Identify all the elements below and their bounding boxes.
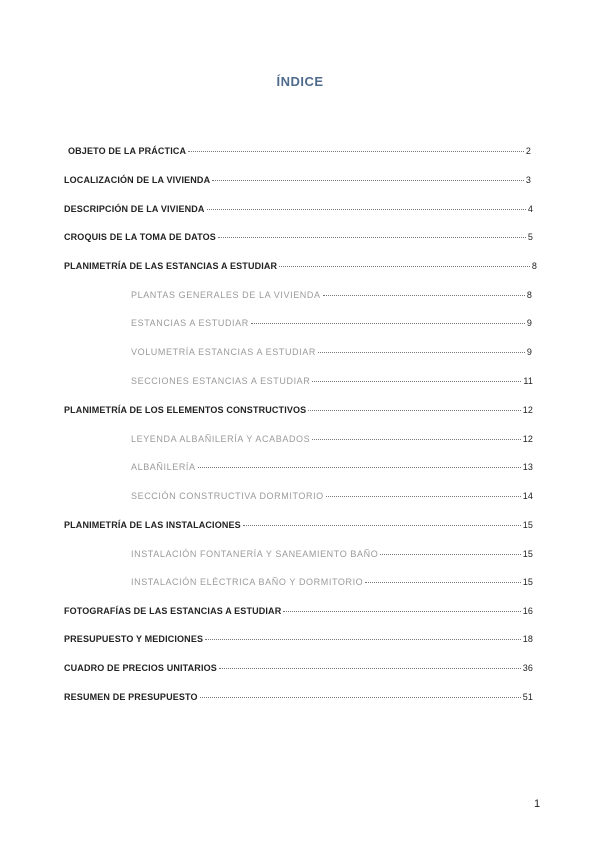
toc-entry-page: 16 [522, 606, 533, 616]
toc-entry[interactable] [64, 520, 533, 530]
toc-entry-page: 8 [526, 290, 532, 300]
toc-entry-page: 13 [522, 462, 533, 472]
page-title: ÍNDICE [276, 74, 324, 89]
toc-entry-label: LEYENDA ALBAÑILERÍA Y ACABADOS [131, 434, 311, 444]
toc-subentry[interactable] [131, 318, 532, 328]
toc-leader-dots [243, 525, 521, 526]
toc-leader-dots [219, 668, 521, 669]
toc-entry-page: 12 [522, 434, 533, 444]
toc-entry-page: 36 [522, 663, 533, 673]
toc-subentry[interactable] [131, 376, 533, 386]
toc-entry-page: 9 [526, 318, 532, 328]
toc-entry-page: 11 [523, 376, 533, 386]
toc-entry[interactable] [64, 261, 537, 271]
toc-entry-label: ESTANCIAS A ESTUDIAR [131, 318, 249, 328]
toc-leader-dots [326, 496, 521, 497]
toc-entry-page: 51 [522, 692, 533, 702]
toc-leader-dots [205, 639, 521, 640]
toc-entry-page: 12 [522, 405, 533, 415]
toc-leader-dots [200, 697, 521, 698]
toc-leader-dots [198, 467, 521, 468]
toc-entry-page: 14 [522, 491, 533, 501]
toc-entry-label: LOCALIZACIÓN DE LA VIVIENDA [64, 175, 211, 185]
toc-entry-page: 3 [525, 175, 531, 185]
toc-leader-dots [318, 352, 525, 353]
toc-entry-label: INSTALACIÓN ELÉCTRICA BAÑO Y DORMITORIO [131, 577, 364, 587]
toc-entry-label: INSTALACIÓN FONTANERÍA Y SANEAMIENTO BAÑO [131, 549, 379, 559]
toc-entry-label: CUADRO DE PRECIOS UNITARIOS [64, 663, 217, 673]
toc-subentry[interactable] [131, 434, 533, 444]
toc-entry-label: PLANIMETRÍA DE LAS INSTALACIONES [64, 520, 241, 530]
toc-leader-dots [212, 180, 524, 181]
toc-leader-dots [251, 323, 525, 324]
toc-entry-label: PLANTAS GENERALES DE LA VIVIENDA [131, 290, 321, 300]
toc-leader-dots [308, 410, 520, 411]
toc-entry-label: VOLUMETRÍA ESTANCIAS A ESTUDIAR [131, 347, 316, 357]
toc-entry-label: RESUMEN DE PRESUPUESTO [64, 692, 198, 702]
toc-subentry[interactable] [131, 462, 533, 472]
toc-entry-label: DESCRIPCIÓN DE LA VIVIENDA [64, 204, 205, 214]
toc-entry[interactable] [64, 175, 531, 185]
toc-entry-page: 18 [522, 634, 533, 644]
toc-entry-label: CROQUIS DE LA TOMA DE DATOS [64, 232, 216, 242]
toc-entry-page: 2 [525, 146, 531, 156]
toc-entry[interactable] [64, 692, 533, 702]
toc-entry[interactable] [68, 146, 531, 156]
toc-subentry[interactable] [131, 491, 533, 501]
toc-subentry[interactable] [131, 290, 532, 300]
toc-entry-page: 8 [531, 261, 537, 271]
toc-leader-dots [218, 237, 526, 238]
toc-entry-label: ALBAÑILERÍA [131, 462, 196, 472]
toc-subentry[interactable] [131, 549, 533, 559]
toc-entry[interactable] [64, 204, 533, 214]
toc-entry-label: PRESUPUESTO Y MEDICIONES [64, 634, 204, 644]
toc-subentry[interactable] [131, 577, 533, 587]
toc-entry-page: 15 [522, 520, 533, 530]
toc-entry-label: SECCIONES ESTANCIAS A ESTUDIAR [131, 376, 311, 386]
toc-subentry[interactable] [131, 347, 532, 357]
toc-leader-dots [207, 209, 526, 210]
toc-entry-label: SECCIÓN CONSTRUCTIVA DORMITORIO [131, 491, 324, 501]
toc-entry[interactable] [64, 634, 533, 644]
toc-leader-dots [283, 611, 520, 612]
toc-leader-dots [312, 439, 520, 440]
toc-leader-dots [188, 151, 524, 152]
toc-entry-label: PLANIMETRÍA DE LAS ESTANCIAS A ESTUDIAR [64, 261, 278, 271]
toc-entry[interactable] [64, 606, 533, 616]
toc-entry-label: PLANIMETRÍA DE LOS ELEMENTOS CONSTRUCTIVOS [64, 405, 307, 415]
toc-leader-dots [279, 266, 530, 267]
toc-entry-page: 9 [526, 347, 532, 357]
toc-entry-label: OBJETO DE LA PRÁCTICA [68, 146, 187, 156]
toc-leader-dots [380, 554, 520, 555]
toc-entry-label: FOTOGRAFÍAS DE LAS ESTANCIAS A ESTUDIAR [64, 606, 282, 616]
page-number: 1 [534, 798, 541, 810]
toc-entry-page: 4 [527, 204, 533, 214]
toc-entry[interactable] [64, 663, 533, 673]
toc-entry-page: 15 [522, 577, 533, 587]
toc-entry[interactable] [64, 405, 533, 415]
toc-entry-page: 15 [522, 549, 533, 559]
toc-entry-page: 5 [527, 232, 533, 242]
toc-leader-dots [312, 381, 521, 382]
toc-leader-dots [365, 582, 520, 583]
toc-entry[interactable] [64, 232, 533, 242]
toc-leader-dots [323, 295, 525, 296]
